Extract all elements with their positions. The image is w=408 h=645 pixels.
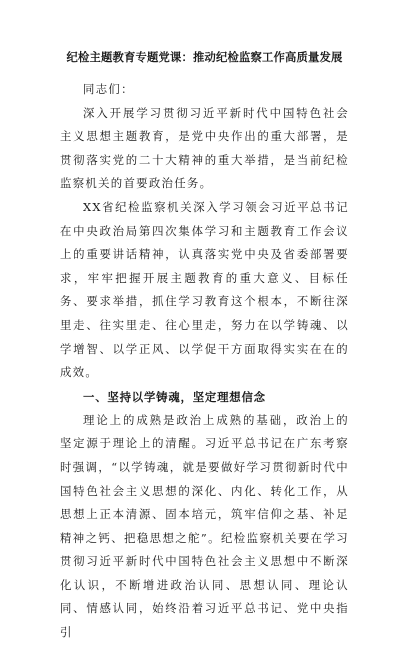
salutation: 同志们： <box>83 82 134 96</box>
document-body <box>60 78 349 645</box>
paragraph-section1: 理论上的成熟是政治上成熟的基础，政治上的坚定源于理论上的清醒。习近平总书记在广东考察时强调，“以学铸魂，就是要做好学习贯彻新时代中国特色社会主义思想的深化、内化、转化工作，从思想上正本清源、固本培元，筑牢信仰之基、补足精神之钙、把稳思想之舵”。纪检监察机关要在学习贯彻习近平新时代中国特色社会主义思想中不断深化认识，不断增进政治认同、思想认同、理论认同、情感认同，始终沿着习近平总书记、党中央指引 <box>60 412 349 640</box>
paragraph-province: XX省纪检监察机关深入学习领会习近平总书记在中央政治局第四次集体学习和主题教育工作会议上的重要讲话精神，认真落实党中央及省委部署要求，牢牢把握开展主题教育的重大意义、目标任务、要求举措，抓住学习教育这个根本，不断往深里走、往实里走、往心里走，努力在以学铸魂、以学增智、以学正风、以学促干方面取得实实在在的成效。 <box>60 199 349 380</box>
section-heading: 一、坚持以学铸魂，坚定理想信念 <box>83 389 266 404</box>
document-title: 纪检主题教育专题党课：推动纪检监察工作高质量发展 <box>66 51 343 64</box>
paragraph-intro: 深入开展学习贯彻习近平新时代中国特色社会主义思想主题教育，是党中央作出的重大部署，是贯彻落实党的二十大精神的重大举措，是当前纪检监察机关的首要政治任务。 <box>60 105 349 191</box>
